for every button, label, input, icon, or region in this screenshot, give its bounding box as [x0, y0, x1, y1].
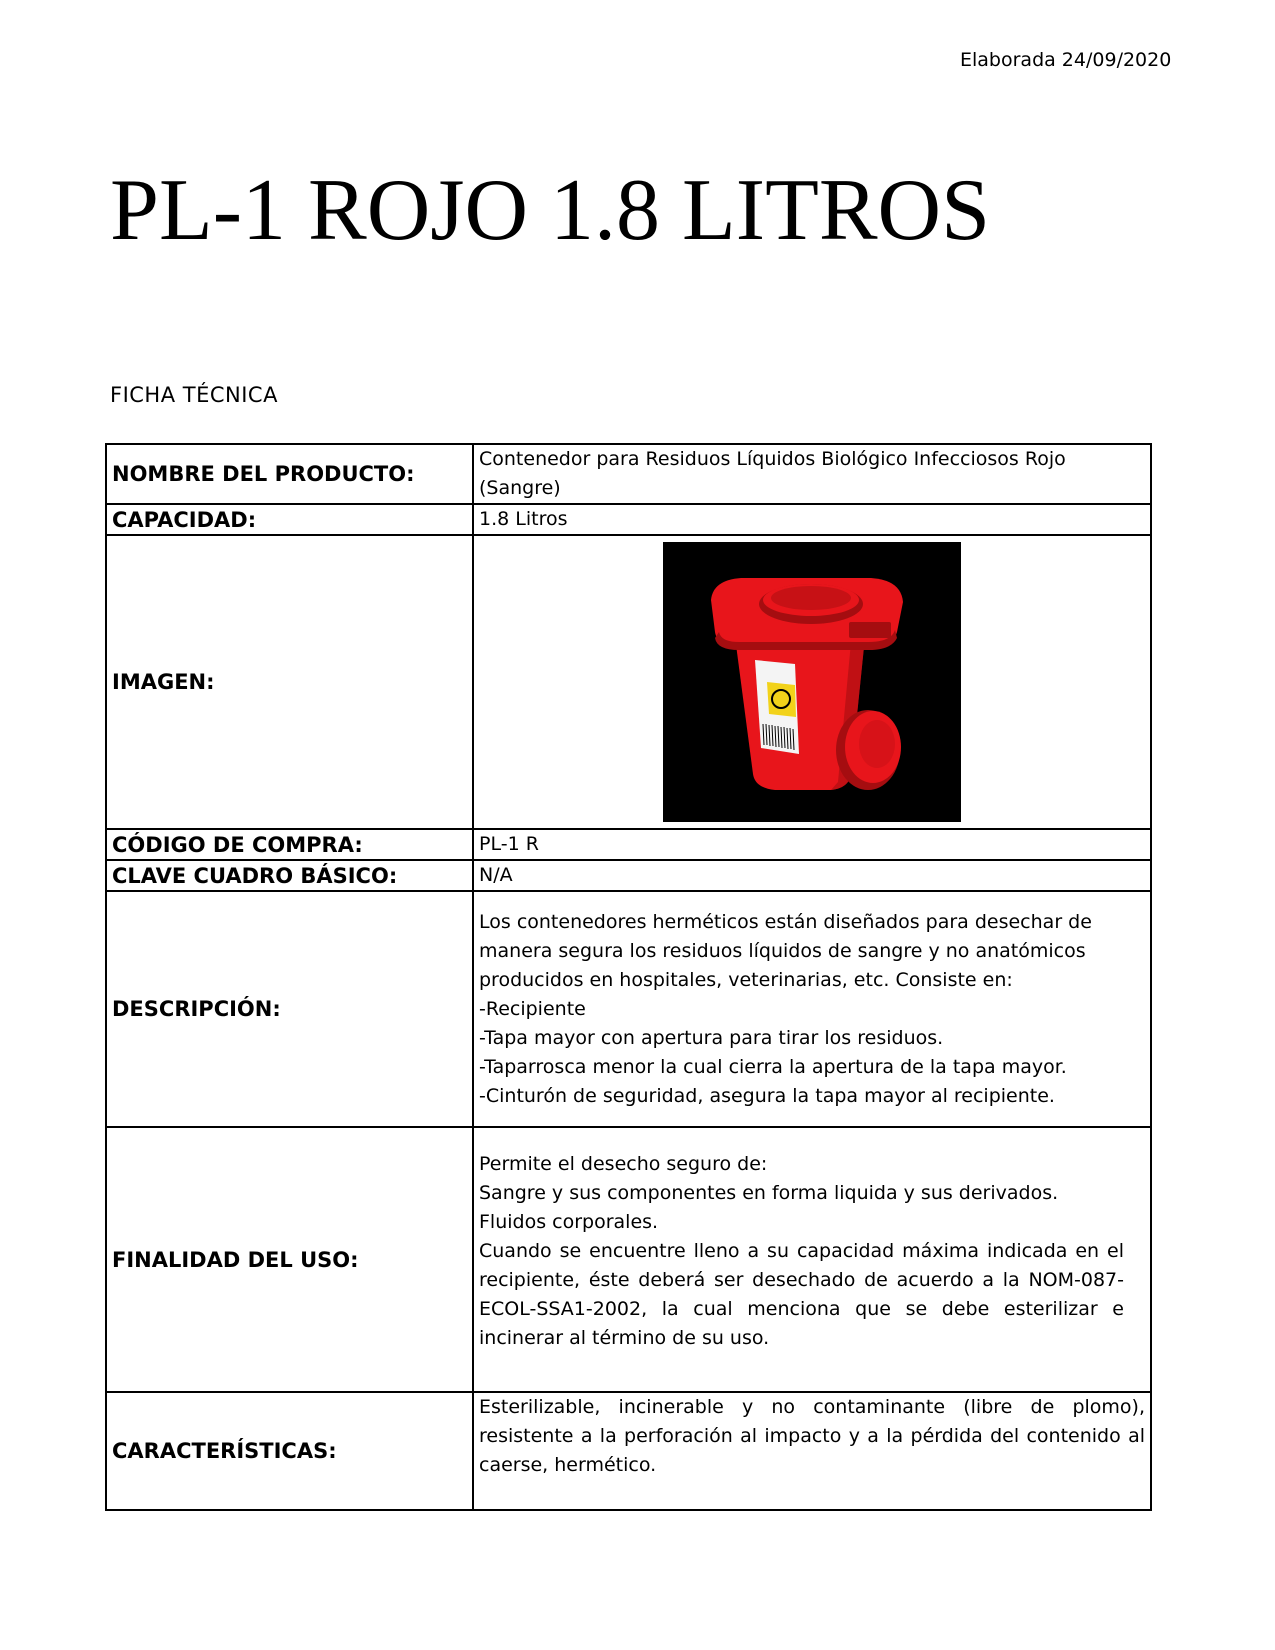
purchase-code-label: CÓDIGO DE COMPRA: — [106, 829, 473, 860]
description-item: -Recipiente — [479, 997, 586, 1020]
elaboration-date: Elaborada 24/09/2020 — [960, 49, 1172, 71]
description-item: -Cinturón de seguridad, asegura la tapa mayor al recipiente. — [479, 1084, 1055, 1107]
capacity-value: 1.8 Litros — [473, 504, 1151, 535]
product-image — [663, 542, 961, 822]
page-title: PL-1 ROJO 1.8 LITROS — [110, 162, 991, 259]
basic-code-label: CLAVE CUADRO BÁSICO: — [106, 860, 473, 891]
row-purchase-code — [106, 829, 1151, 860]
description-item: -Tapa mayor con apertura para tirar los residuos. — [479, 1026, 944, 1049]
image-cell — [473, 535, 1151, 829]
row-features — [106, 1392, 1151, 1510]
row-purpose — [106, 1127, 1151, 1392]
description-cell — [473, 891, 1151, 1127]
capacity-label: CAPACIDAD: — [106, 504, 473, 535]
product-name-label: NOMBRE DEL PRODUCTO: — [106, 444, 473, 504]
image-label: IMAGEN: — [106, 535, 473, 829]
description-label: DESCRIPCIÓN: — [106, 891, 473, 1127]
row-capacity — [106, 504, 1151, 535]
purpose-line: Fluidos corporales. — [479, 1211, 659, 1233]
product-name-value: Contenedor para Residuos Líquidos Biológico Infecciosos Rojo (Sangre) — [473, 444, 1151, 504]
features-label: CARACTERÍSTICAS: — [106, 1392, 473, 1510]
purpose-line: Sangre y sus componentes en forma liquida y sus derivados. — [479, 1182, 1059, 1204]
basic-code-value: N/A — [473, 860, 1151, 891]
row-image — [106, 535, 1151, 829]
row-description — [106, 891, 1151, 1127]
description-intro: Los contenedores herméticos están diseñados para desechar de manera segura los residuos líquidos de sangre y no anatómicos producidos en hospitales, veterinarias, etc. Consiste en: — [479, 910, 1092, 991]
section-title: FICHA TÉCNICA — [110, 383, 278, 407]
spec-table — [105, 443, 1152, 1511]
purchase-code-value: PL-1 R — [473, 829, 1151, 860]
features-value: Esterilizable, incinerable y no contaminante (libre de plomo), resistente a la perforación al impacto y a la pérdida del contenido al caerse, hermético. — [473, 1392, 1151, 1510]
row-basic-code — [106, 860, 1151, 891]
purpose-paragraph: Cuando se encuentre lleno a su capacidad máxima indicada en el recipiente, éste deberá ser desechado de acuerdo a la NOM-087-ECOL-SSA1-2002, la cual menciona que se debe esterilizar e incinerar al término de su uso. — [479, 1240, 1124, 1349]
purpose-cell — [473, 1127, 1151, 1392]
purpose-label: FINALIDAD DEL USO: — [106, 1127, 473, 1392]
row-product-name — [106, 444, 1151, 504]
purpose-line: Permite el desecho seguro de: — [479, 1153, 768, 1175]
description-item: -Taparrosca menor la cual cierra la apertura de la tapa mayor. — [479, 1055, 1067, 1078]
